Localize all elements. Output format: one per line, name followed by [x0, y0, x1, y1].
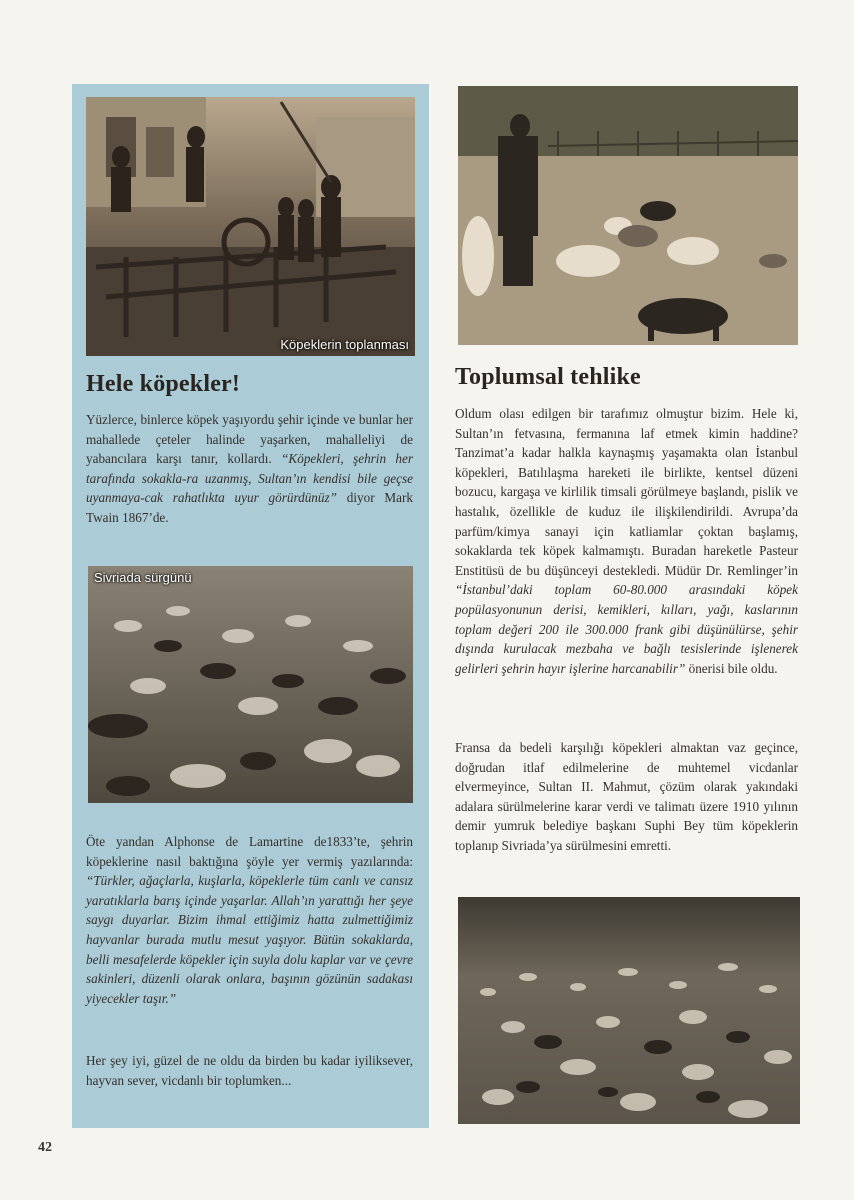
left-paragraph-1 [86, 410, 413, 528]
photo-man-with-dogs [458, 86, 798, 345]
right-paragraph-1 [455, 404, 798, 678]
paragraph-text: Yüzlerce, binlerce köpek yaşıyordu şehir içinde ve bunlar her mahallede çeteler halinde yaşarken, mahalleliyi de yabancılara karşı tanır, kollardı. [86, 412, 413, 467]
paragraph-text: diyor Mark Twain 1867’de. [86, 490, 413, 525]
photo-dog-crowd [458, 897, 800, 1124]
section-heading-hele-kopekler: Hele köpekler! [86, 371, 241, 397]
paragraph-text: Öte yandan Alphonse de Lamartine de1833’te, şehrin köpeklerine nasıl baktığına şöyle yer vermiş yazılarında: [86, 834, 413, 869]
mark-twain-quote: “Köpekleri, şehrin her tarafında sokakla-ra uzanmış, Sultan’ın kendisi bile geçse uyanmaya-cak rahatlıkta uyur görürdünüz” [86, 451, 413, 506]
section-heading-toplumsal-tehlike: Toplumsal tehlike [455, 364, 641, 390]
page-number: 42 [38, 1140, 52, 1155]
paragraph-text: Oldum olası edilgen bir tarafımız olmuştur bizim. Hele ki, Sultan’ın fetvasına, fermanına laf etmek kimin haddine? Tanzimat’a kadar halkla kaynaşmış yaşamakta olan İstanbul köpekleri, Batılılaşma hareketi ile birlikte, kentsel düzeni bozucu, kargaşa ve kirlilik timsali görülmeye başlandı, pislik ve hastalık, özellikle de kuduz ile ilişkilendirildi. Avrupa’da parfüm/kimya sanayi için katliamlar çoktan başlamış, sokaklarda tek köpek kalmamıştı. Buradan hareketle Pasteur Enstitüsü de bu düşünceyi destekledi. Müdür Dr. Remlinger’in [455, 406, 798, 578]
lamartine-quote: “Türkler, ağaçlarla, kuşlarla, köpeklerle tüm canlı ve cansız yaratıklarla barış içinde yaşarlar. Allah’ın yarattığı her şeye saygı duyarlar. Bizim ihmal ettiğimiz hatta zulmettiğimiz hayvanlar burada mutlu mesut yaşıyor. Bütün sokaklarda, belli mesafelerde köpekler için suyla dolu kaplar var ve çevre sakinleri, düzenli olarak onlara, başının gözünün sadakası yiyecekler taşır.” [86, 873, 413, 1006]
paragraph-text: önerisi bile oldu. [685, 660, 778, 676]
left-paragraph-3: Her şey iyi, güzel de ne oldu da birden bu kadar iyiliksever, hayvan sever, vicdanlı bir toplumken... [86, 1053, 413, 1088]
right-paragraph-2: Fransa da bedeli karşılığı köpekleri almaktan vaz geçince, doğrudan itlaf edilmelerine de muhtemel vicdanlar elvermeyince, Sultan II. Mahmut, çözüm olarak yakındaki adalara sürülmelerine karar verdi ve talimatı üzere 1910 yılının demir yumruk belediye başkanı Suphi Bey tüm köpeklerin toplanıp Sivriada’ya sürülmesini emretti. [455, 740, 798, 853]
photo-caption: Köpeklerin toplanması [280, 337, 409, 352]
remlinger-quote: “İstanbul’daki toplam 60-80.000 arasındaki köpek popülasyonunun derisi, kemikleri, kılları, yağı, kaslarının toplam değeri 200 ile 300.000 frank gibi düşünülürse, şehir dışında kurulacak mezbaha ve bağlı tesislerinde işlenerek gelirleri şehrin hayır işlerine harcanabilir” [455, 582, 798, 676]
photo-caption: Sivriada sürgünü [94, 570, 192, 585]
left-paragraph-2 [86, 832, 413, 1008]
photo-sivriada [88, 566, 413, 803]
photo-dog-collection [86, 97, 415, 356]
